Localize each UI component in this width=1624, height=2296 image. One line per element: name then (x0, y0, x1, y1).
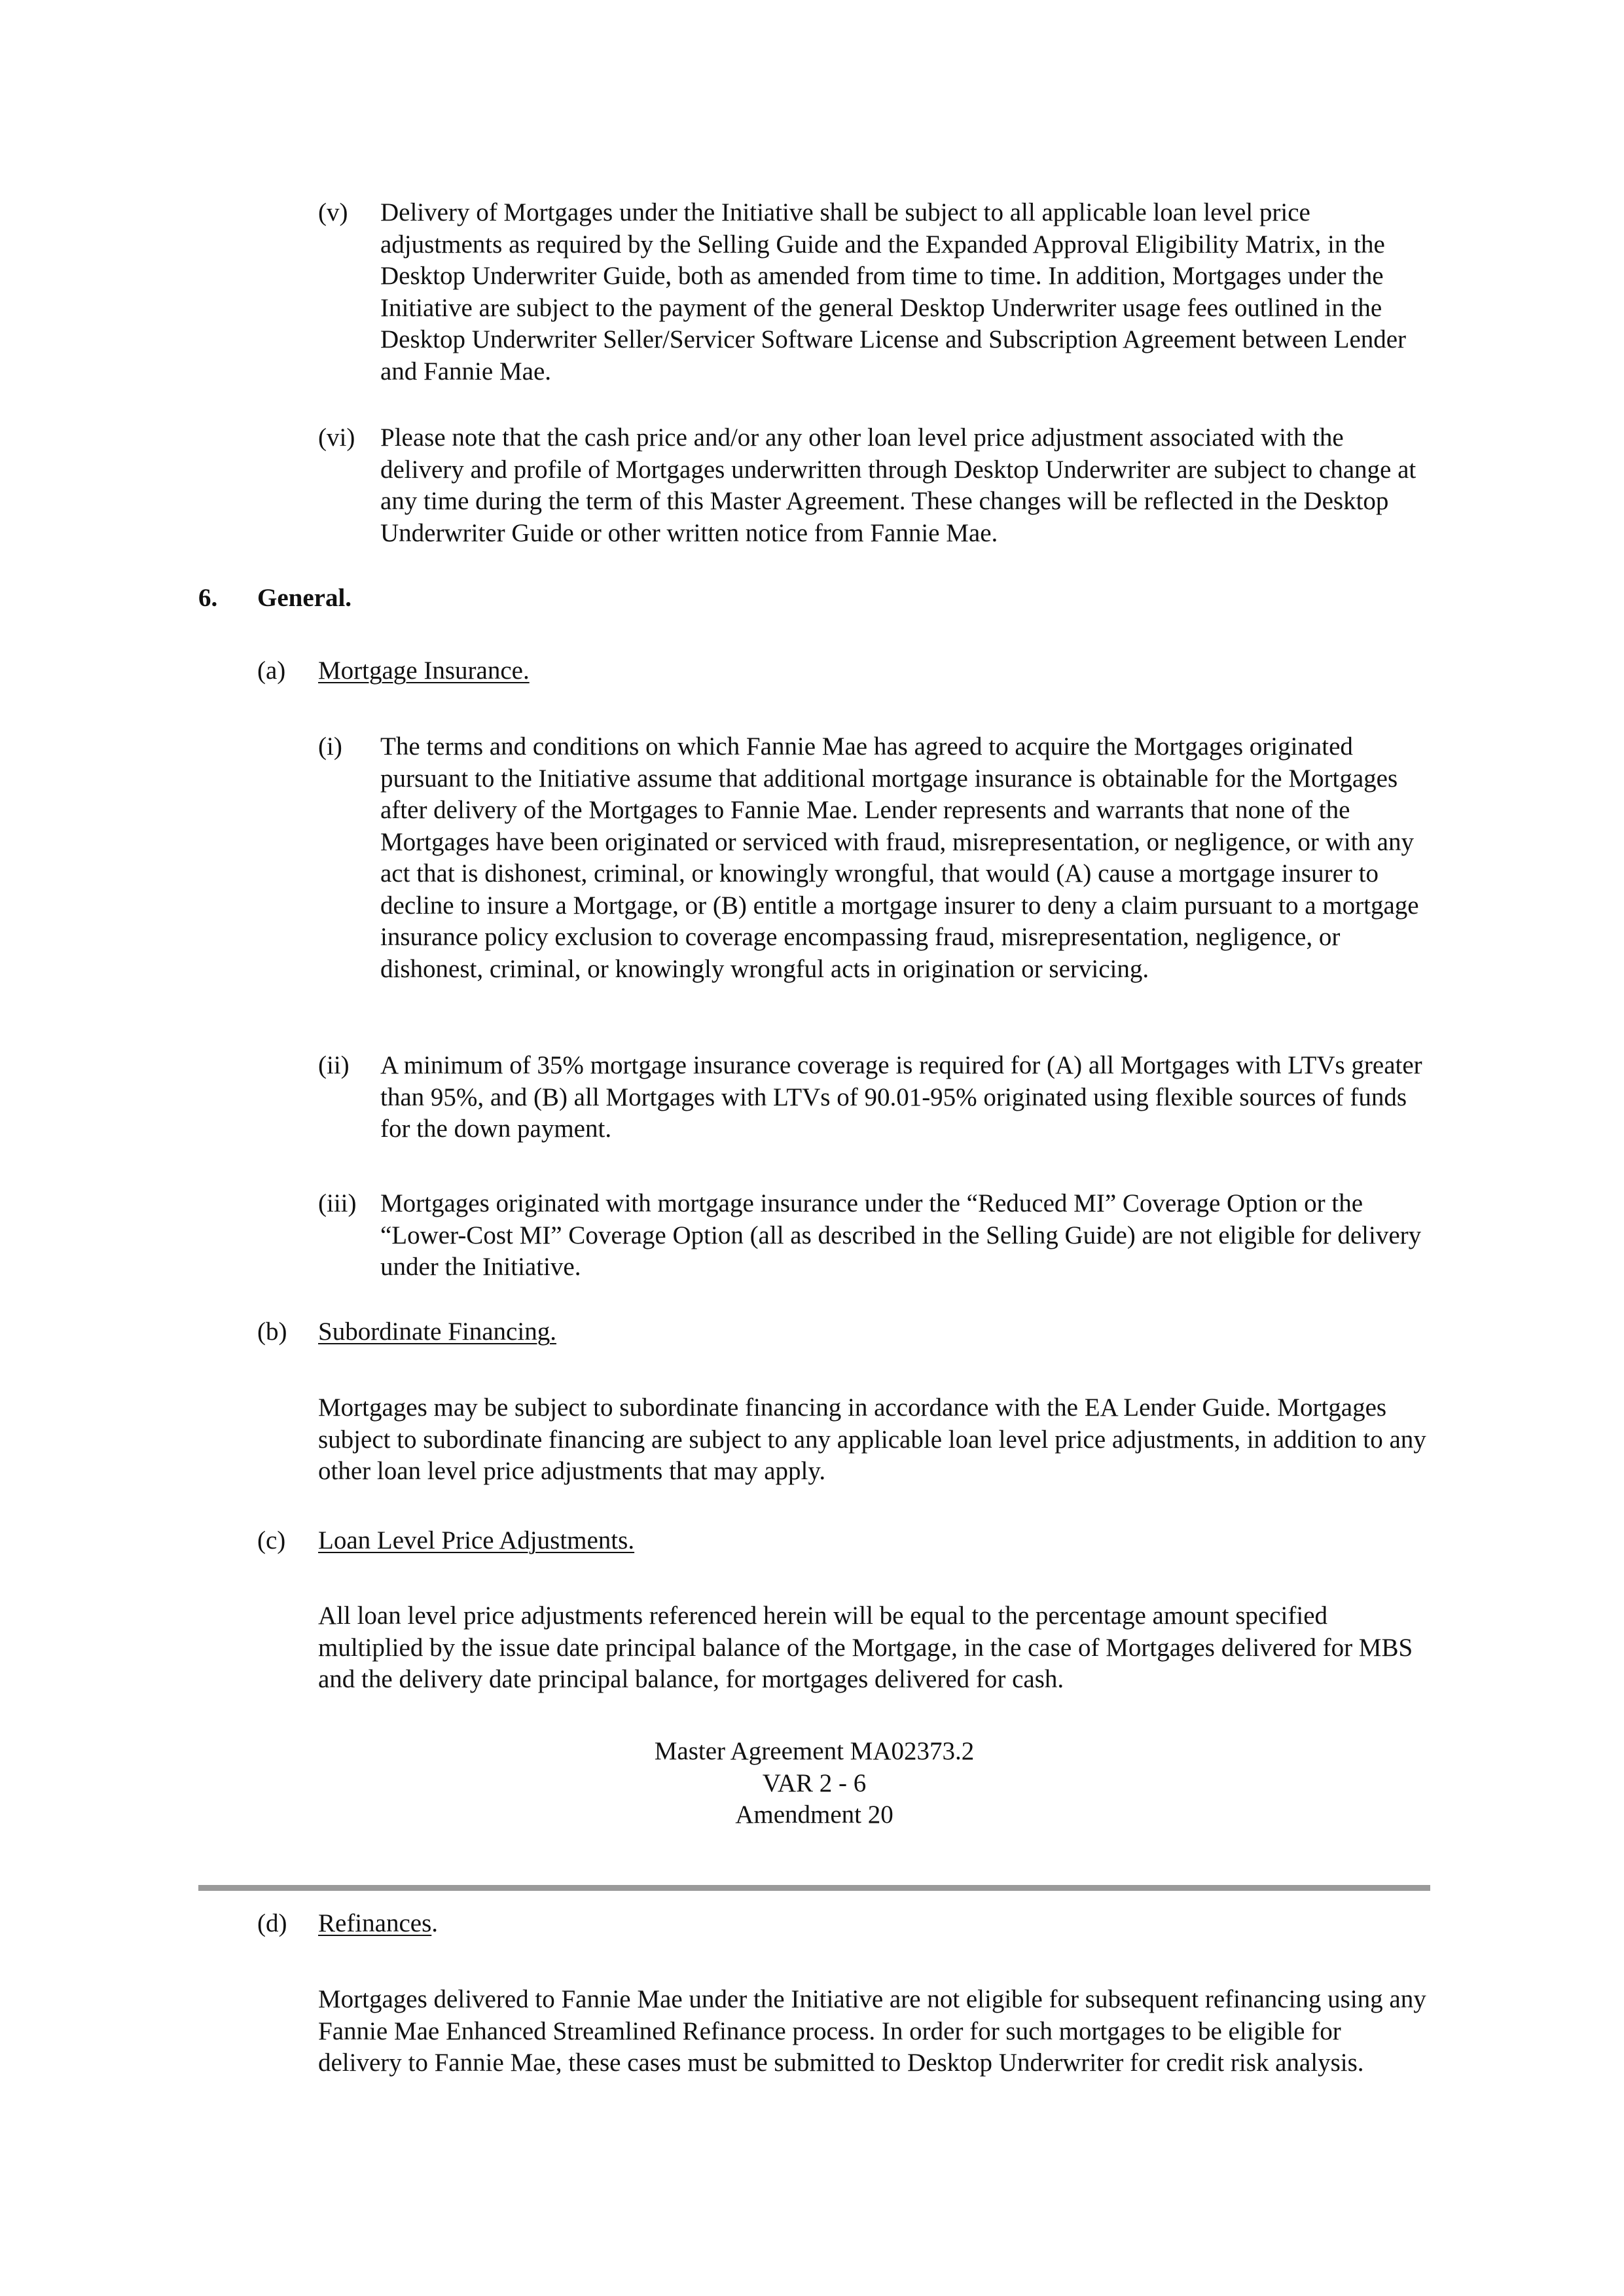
subsection-b-number: (b) (257, 1318, 287, 1346)
subsection-d-heading (318, 1908, 438, 1940)
item-number-ii: (ii) (318, 1051, 350, 1079)
subsection-b-heading: Subordinate Financing. (318, 1318, 556, 1346)
section-number: 6. (198, 584, 218, 612)
item-number-iii: (iii) (318, 1189, 357, 1217)
paragraph-ii: A minimum of 35% mortgage insurance coverage is required for (A) all Mortgages with LTVs greater than 95%, and (B) all Mortgages with LTVs of 90.01-95% originated using flexible sources of funds for the down payment. (380, 1051, 1422, 1143)
subsection-b-paragraph: Mortgages may be subject to subordinate financing in accordance with the EA Lender Guide. Mortgages subject to subordinate financing are subject to any applicable loan level price adjustments, in addition to any other loan level price adjustments that may apply. (318, 1393, 1426, 1485)
paragraph-iii: Mortgages originated with mortgage insurance under the “Reduced MI” Coverage Option or the “Lower-Cost MI” Coverage Option (all as described in the Selling Guide) are not eligible for delivery under the Initiative. (380, 1189, 1422, 1281)
footer-page-number: VAR 2 - 6 (762, 1768, 867, 1797)
subsection-a-number: (a) (257, 656, 286, 685)
footer-amendment: Amendment 20 (735, 1801, 893, 1829)
section-title: General. (257, 584, 352, 612)
item-number-i: (i) (318, 732, 342, 761)
item-number-v: (v) (318, 198, 348, 226)
subsection-a-heading: Mortgage Insurance. (318, 656, 530, 685)
paragraph-v: Delivery of Mortgages under the Initiative shall be subject to all applicable loan level price adjustments as required by the Selling Guide and the Expanded Approval Eligibility Matrix, in the Desktop Underwriter Guide, both as amended from time to time. In addition, Mortgages under the Initiative are subject to the payment of the general Desktop Underwriter usage fees outlined in the Desktop Underwriter Seller/Servicer Software License and Subscription Agreement between Lender and Fannie Mae. (380, 198, 1407, 386)
subsection-d-heading-period: . (431, 1909, 439, 1937)
paragraph-vi: Please note that the cash price and/or any other loan level price adjustment associated with the delivery and profile of Mortgages underwritten through Desktop Underwriter are subject to change at any time during the term of this Master Agreement. These changes will be reflected in the Desktop Underwriter Guide or other written notice from Fannie Mae. (380, 423, 1416, 547)
footer-agreement-number: Master Agreement MA02373.2 (654, 1737, 975, 1765)
page-footer (198, 1736, 1430, 1831)
subsection-d-heading-text: Refinances (318, 1909, 432, 1937)
page-break-divider (198, 1885, 1430, 1891)
item-number-vi: (vi) (318, 423, 355, 452)
paragraph-i: The terms and conditions on which Fannie Mae has agreed to acquire the Mortgages originated pursuant to the Initiative assume that additional mortgage insurance is obtainable for the Mortgages after delivery of the Mortgages to Fannie Mae. Lender represents and warrants that none of the Mortgages have been originated or serviced with fraud, misrepresentation, or negligence, or with any act that is dishonest, criminal, or knowingly wrongful, that would (A) cause a mortgage insurer to decline to insure a Mortgage, or (B) entitle a mortgage insurer to deny a claim pursuant to a mortgage insurance policy exclusion to coverage encompassing fraud, misrepresentation, negligence, or dishonest, criminal, or knowingly wrongful acts in origination or servicing. (380, 732, 1419, 983)
subsection-c-number: (c) (257, 1526, 286, 1554)
subsection-d-paragraph: Mortgages delivered to Fannie Mae under the Initiative are not eligible for subsequent refinancing using any Fannie Mae Enhanced Streamlined Refinance process. In order for such mortgages to be eligible for delivery to Fannie Mae, these cases must be submitted to Desktop Underwriter for credit risk analysis. (318, 1985, 1426, 2077)
subsection-c-heading: Loan Level Price Adjustments. (318, 1526, 635, 1554)
subsection-d-number: (d) (257, 1909, 287, 1937)
subsection-c-paragraph: All loan level price adjustments referenced herein will be equal to the percentage amount specified multiplied by the issue date principal balance of the Mortgage, in the case of Mortgages delivered for MBS and the delivery date principal balance, for mortgages delivered for cash. (318, 1602, 1413, 1693)
